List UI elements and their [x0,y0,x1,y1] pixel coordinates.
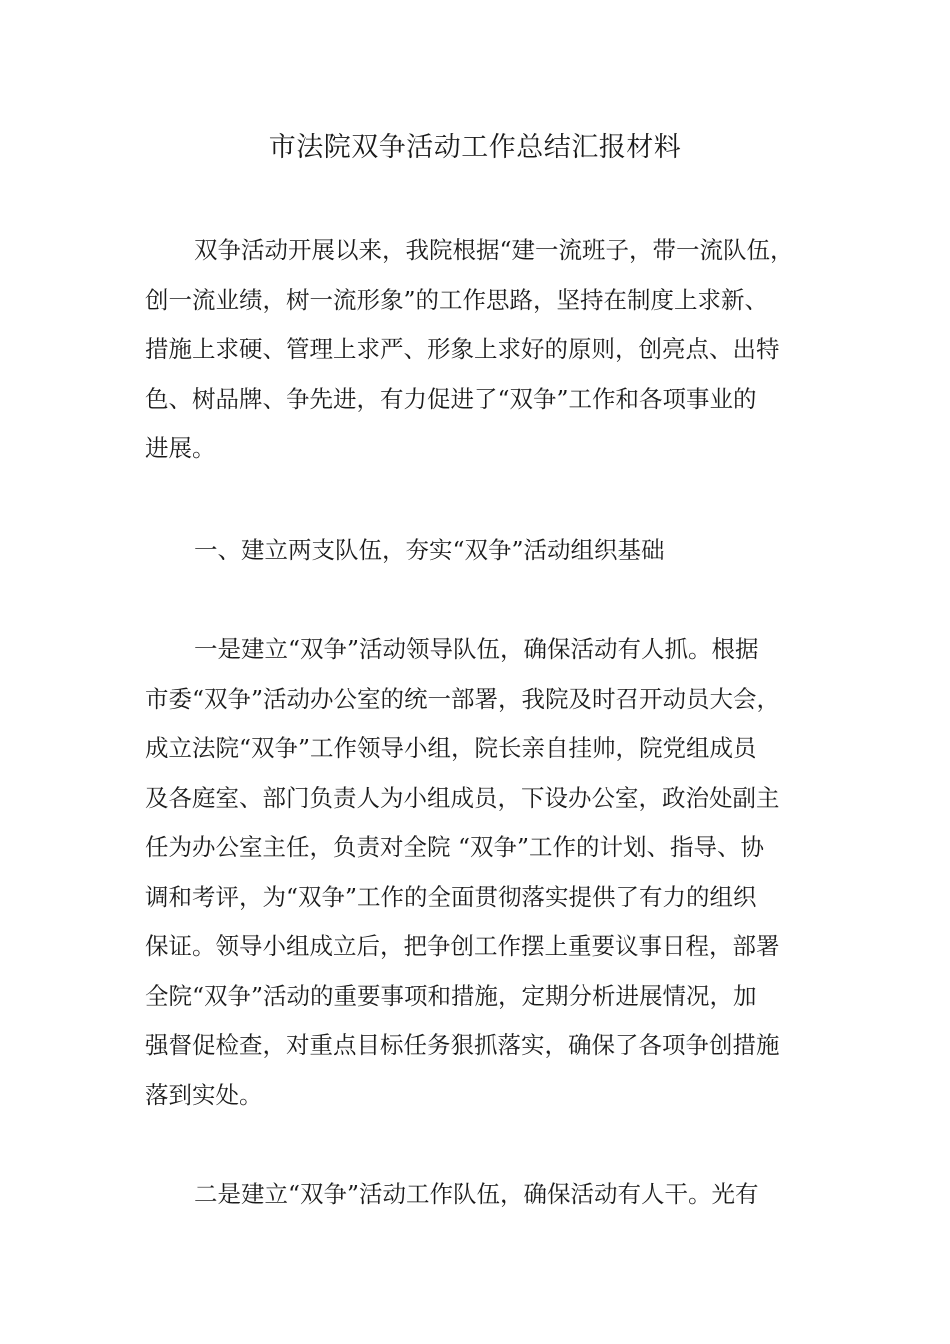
paragraph-line: 市委“双争”活动办公室的统一部署，我院及时召开动员大会， [145,684,781,713]
paragraph-line: 强督促检查，对重点目标任务狠抓落实，确保了各项争创措施 [145,1031,780,1059]
paragraph-line: 任为办公室主任，负责对全院 “双争”工作的计划、指导、协 [145,833,764,861]
paragraph-working-team [145,1170,835,1220]
paragraph-line: 及各庭室、部门负责人为小组成员，下设办公室，政治处副主 [145,783,780,812]
paragraph-line: 二是建立“双争”活动工作队伍，确保活动有人干。光有 [194,1180,759,1208]
paragraph-line: 措施上求硬、管理上求严、形象上求好的原则，创亮点、出特 [145,335,780,363]
paragraph-line: 双争活动开展以来，我院根据“建一流班子，带一流队伍， [194,236,794,264]
document-title: 市法院双争活动工作总结汇报材料 [268,132,682,163]
paragraph-line: 成立法院“双争”工作领导小组，院长亲自挂帅，院党组成员 [145,734,757,762]
paragraph-line: 保证。领导小组成立后，把争创工作摆上重要议事日程，部署 [145,932,780,960]
section-heading-1 [145,526,835,576]
paragraph-leadership-team [145,625,835,1120]
section-heading-line: 一、建立两支队伍，夯实“双争”活动组织基础 [194,536,665,564]
paragraph-line: 落到实处。 [145,1080,263,1109]
paragraph-line: 色、树品牌、争先进，有力促进了“双争”工作和各项事业的 [145,384,757,413]
paragraph-line: 进展。 [145,434,216,462]
paragraph-line: 调和考评，为“双争”工作的全面贯彻落实提供了有力的组织 [145,882,757,911]
paragraph-line: 全院“双争”活动的重要事项和措施，定期分析进展情况，加 [145,981,757,1010]
paragraph-intro [145,226,835,474]
paragraph-line: 创一流业绩，树一流形象”的工作思路，坚持在制度上求新、 [145,285,769,314]
paragraph-line: 一是建立“双争”活动领导队伍，确保活动有人抓。根据 [194,635,759,663]
